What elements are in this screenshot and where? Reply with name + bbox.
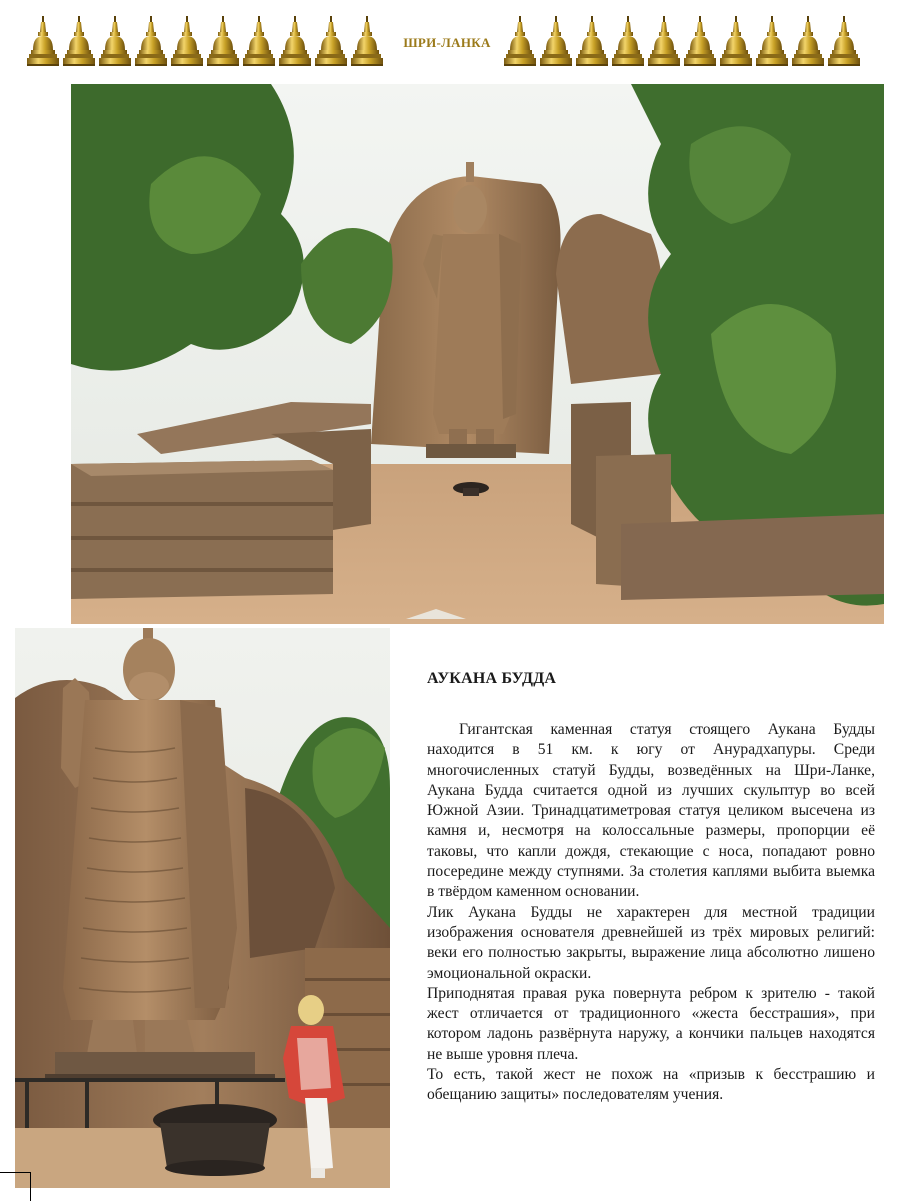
article-body (427, 720, 875, 1106)
stupa-icon (351, 16, 383, 66)
stupa-icon (63, 16, 95, 66)
stupa-icon (828, 16, 860, 66)
stupa-icon (576, 16, 608, 66)
stupa-icon (792, 16, 824, 66)
article-paragraph: Приподнятая правая рука повернута ребром к зрителю - такой жест отличается от традиционного «жеста бесстрашия», при котором ладонь развёрнута наружу, а кончики пальцев находятся не выше уровня плеча. (427, 984, 875, 1063)
article-paragraph: Гигантская каменная статуя стоящего Аукана Будды находится в 51 км. к югу от Анурадхапуры. Среди многочисленных статуй Будды, возведённых на Шри-Ланке, Аукана Будда считается одной из лучших скульптур во всей Южной Азии. Тринадцатиметровая статуя целиком высечена из камня и, несмотря на колоссальные размеры, пропорции её таковы, что капли дождя, стекающие с носа, попадают ровно посередине между ступнями. За столетия каплями выбита выемка в твёрдом каменном основании. (427, 721, 875, 901)
article-paragraph: Лик Аукана Будды не характерен для местной традиции изображения основателя древнейшей из трёх мировых религий: веки его полностью закрыты, выражение лица абсолютно лишено эмоциональной окраски. (427, 903, 875, 982)
stupa-icon (207, 16, 239, 66)
stupa-icon (99, 16, 131, 66)
stupa-icon (171, 16, 203, 66)
section-title: ШРИ-ЛАНКА (403, 35, 491, 50)
stupa-icon (648, 16, 680, 66)
stupa-icon (135, 16, 167, 66)
article-paragraph: То есть, такой жест не похож на «призыв к бесстрашию и обещанию защиты» последователям учения. (427, 1066, 875, 1104)
page-header (0, 0, 916, 70)
article-title: АУКАНА БУДДА (427, 670, 557, 687)
stupa-icon (612, 16, 644, 66)
stupa-icon (684, 16, 716, 66)
aukana-buddha-site-photo (71, 84, 884, 624)
stupa-icon (540, 16, 572, 66)
stupa-icon (504, 16, 536, 66)
stupa-icon (279, 16, 311, 66)
stupa-icon (243, 16, 275, 66)
stupa-icon (756, 16, 788, 66)
stupa-ornament-right (504, 16, 860, 66)
stupa-ornament-left (27, 16, 383, 66)
aukana-buddha-statue-closeup-photo (15, 628, 390, 1188)
article-aukana-buddha (427, 670, 875, 1106)
stupa-icon (720, 16, 752, 66)
crop-mark (0, 1172, 31, 1201)
stupa-icon (315, 16, 347, 66)
stupa-icon (27, 16, 59, 66)
